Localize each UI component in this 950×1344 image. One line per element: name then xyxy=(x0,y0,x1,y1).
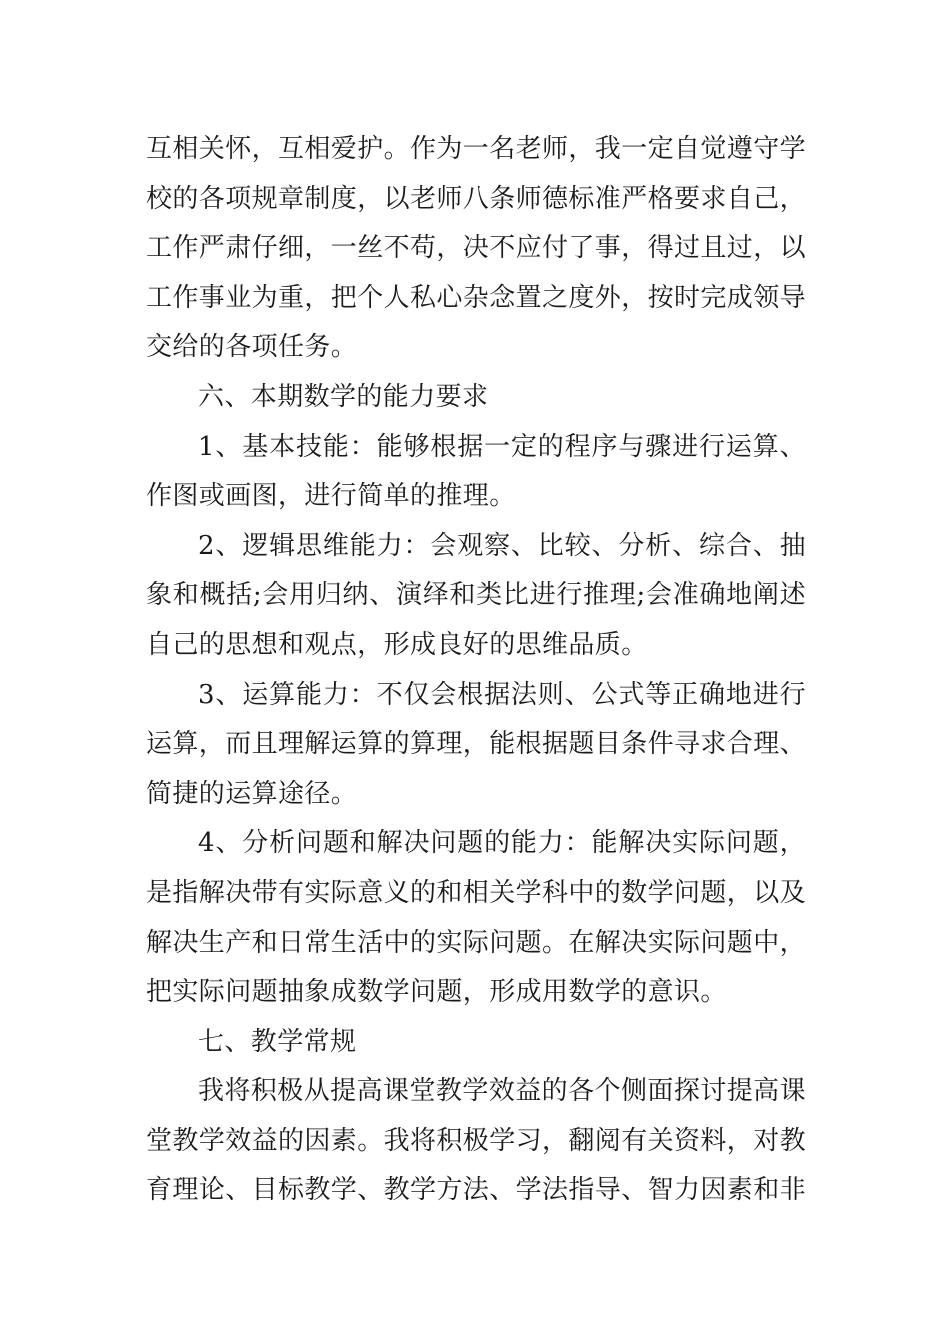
paragraph-computation-ability: 3、运算能力：不仅会根据法则、公式等正确地进行运算，而且理解运算的算理，能根据题目条件寻求合理、简捷的运算途径。 xyxy=(146,679,807,809)
section-heading-ability-requirements: 六、本期数学的能力要求 xyxy=(198,381,489,412)
document-body xyxy=(146,125,806,1216)
paragraph-continuation: 互相关怀，互相爱护。作为一名老师，我一定自觉遵守学校的各项规章制度，以老师八条师德标准严格要求自己，工作严肃仔细，一丝不苟，决不应付了事，得过且过，以工作事业为重，把个人私心杂念置之度外，按时完成领导交给的各项任务。 xyxy=(146,134,807,363)
paragraph-basic-skills: 1、基本技能：能够根据一定的程序与骤进行运算、作图或画图，进行简单的推理。 xyxy=(146,431,806,512)
paragraph-logical-thinking: 2、逻辑思维能力：会观察、比较、分析、综合、抽象和概括;会用归纳、演绎和类比进行推理;会准确地阐述自己的思想和观点，形成良好的思维品质。 xyxy=(146,530,806,660)
paragraph-teaching-efficiency: 我将积极从提高课堂教学效益的各个侧面探讨提高课堂教学效益的因素。我将积极学习，翻阅有关资料，对教育理论、目标教学、教学方法、学法指导、智力因素和非 xyxy=(146,1076,807,1206)
paragraph-problem-solving: 4、分析问题和解决问题的能力：能解决实际问题，是指解决带有实际意义的和相关学科中的数学问题，以及解决生产和日常生活中的实际问题。在解决实际问题中，把实际问题抽象成数学问题，形成用数学的意识。 xyxy=(146,828,807,1008)
section-heading-teaching-routine: 七、教学常规 xyxy=(198,1026,357,1057)
